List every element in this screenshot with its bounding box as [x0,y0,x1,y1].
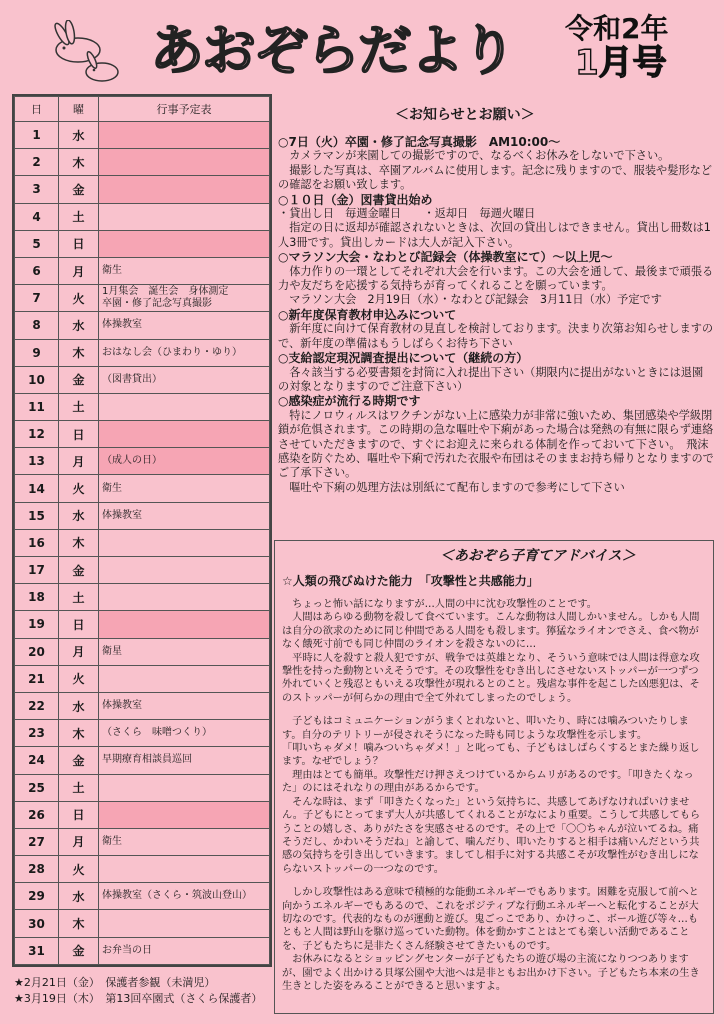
event-cell [99,584,270,611]
event-cell: 衛生 [99,257,270,284]
notice-title: ○支給認定現況調査提出について（継続の方） [278,351,529,366]
calendar-row [15,747,270,774]
event-cell: 体操教室 [99,692,270,719]
calendar-row [15,203,270,230]
advice-subtitle: ☆人類の飛びぬけた能力 「攻撃性と共感能力」 [282,574,539,588]
event-cell: お弁当の日 [99,937,270,964]
weekday-cell: 土 [59,203,99,230]
event-cell [99,665,270,692]
calendar-footnotes [14,975,262,1007]
event-cell [99,176,270,203]
weekday-cell: 金 [59,176,99,203]
day-cell: 22 [15,692,59,719]
event-cell: おはなし会（ひまわり・ゆり） [99,339,270,366]
event-cell [99,801,270,828]
calendar-row [15,665,270,692]
day-cell: 16 [15,529,59,556]
calendar-row [15,801,270,828]
calendar-row [15,421,270,448]
issue-month: 1月号 [575,43,667,83]
event-cell: 1月集会 誕生会 身体測定 卒園・修了記念写真撮影 [99,285,270,312]
weekday-cell: 木 [59,529,99,556]
weekday-cell: 日 [59,230,99,257]
event-cell [99,856,270,883]
weekday-cell: 水 [59,692,99,719]
calendar-row [15,475,270,502]
weekday-cell: 火 [59,856,99,883]
day-cell: 30 [15,910,59,937]
weekday-cell: 金 [59,747,99,774]
event-calendar [12,94,272,967]
calendar-row [15,937,270,964]
day-cell: 4 [15,203,59,230]
weekday-cell: 水 [59,883,99,910]
event-cell [99,611,270,638]
weekday-cell: 土 [59,584,99,611]
day-cell: 24 [15,747,59,774]
calendar-row [15,774,270,801]
day-cell: 5 [15,230,59,257]
calendar-row [15,122,270,149]
bunny-illustration [40,20,140,90]
notice-title: ○１０日（金）図書貸出始め [278,192,433,207]
weekday-cell: 水 [59,502,99,529]
event-cell: （成人の日） [99,448,270,475]
notice-title: ○新年度保育教材申込みについて [278,307,457,322]
notice-title: ○マラソン大会・なわとび記録会（体操教室にて）～以上児～ [278,250,613,265]
advice-paragraph: しかし攻撃性はある意味で積極的な能動エネルギーでもあります。困難を克服して前へと向かうエネルギーでもあるので、これをポジティブな行動エネルギーへと転化することが大切なのです。代表的なものが運動と遊び。鬼ごっこであり、かけっこ、ボール遊び等々…もともと人間は野山を駆け巡っていた動物。体を動かすことはとても楽しい活動であることを、子どもたちに是非たくさん経験させてきたいものです。 お休みになるとショッピングセンターが子どもたちの遊び場の主流になりつつありますが、園でよく出かける貝塚公園や大池へは是非ともお出かけ下さい。子どもたち本来の生き生きとした姿をみることができると思いますよ。 [282,887,700,992]
event-cell: （図書貸出） [99,366,270,393]
day-cell: 3 [15,176,59,203]
col-events: 行事予定表 [99,97,270,122]
weekday-cell: 木 [59,910,99,937]
day-cell: 25 [15,774,59,801]
notice-body: ・貸出し日 毎週金曜日 ・返却日 毎週火曜日 指定の日に返却が確認されないときは、次回の貸出しはできません。貸出し冊数は1人3冊です。貸出しカードは大人が記入下さい。 [278,207,711,249]
weekday-cell: 月 [59,448,99,475]
advice-heading: ＜あおぞら子育てアドバイス＞ [440,548,636,564]
notices-section [278,135,714,495]
event-cell [99,421,270,448]
event-cell: 体操教室 [99,312,270,339]
day-cell: 26 [15,801,59,828]
weekday-cell: 日 [59,611,99,638]
event-cell [99,230,270,257]
notice-body: 体力作りの一環としてそれぞれ大会を行います。この大会を通して、最後まで頑張る力や友だちを応援する気持ちが育ってくれることを願っています。 マラソン大会 2月19日（水）・なわとび記録会 3月11日（水）予定です [278,264,714,307]
calendar-row [15,393,270,420]
event-cell [99,910,270,937]
day-cell: 13 [15,448,59,475]
calendar-row [15,910,270,937]
weekday-cell: 火 [59,285,99,312]
advice-paragraph: ちょっと怖い話になりますが…人間の中に沈む攻撃性のことです。 人間はあらゆる動物を殺して食べています。こんな動物は人間しかいません。しかも人間は自分の欲求のために同じ仲間である人間をも殺します。獰猛なライオンでさえ、食べ物がなく餓死寸前でも同じ仲間のライオンを殺さないのに… 平時に人を殺すと殺人犯ですが、戦争では英雄となり、そういう意味では人間は得意な攻撃性を持った動物といえそうです。その攻撃性をむき出しにさせないストッパーが一つずつ外れていくと残忍ともいえる攻撃性が現れるとのこと。残虐な事件を起こした凶悪犯は、そのストッパーが何らかの理由で全て外れてしまったのでしょう。 [282,599,700,704]
weekday-cell: 木 [59,149,99,176]
day-cell: 31 [15,937,59,964]
event-cell [99,529,270,556]
day-cell: 10 [15,366,59,393]
notice-title: ○7日（火）卒園・修了記念写真撮影 AM10:00～ [278,135,561,149]
calendar-row [15,828,270,855]
calendar-header [15,97,270,122]
weekday-cell: 火 [59,665,99,692]
weekday-cell: 木 [59,720,99,747]
calendar-row [15,584,270,611]
calendar-row [15,149,270,176]
event-cell: （さくら 味噌つくり） [99,720,270,747]
weekday-cell: 金 [59,937,99,964]
event-cell [99,203,270,230]
day-cell: 21 [15,665,59,692]
calendar-row [15,285,270,312]
calendar-row [15,339,270,366]
calendar-row [15,257,270,284]
day-cell: 28 [15,856,59,883]
weekday-cell: 月 [59,828,99,855]
day-cell: 6 [15,257,59,284]
newsletter-title: あおぞらだより [150,19,514,82]
day-cell: 14 [15,475,59,502]
day-cell: 20 [15,638,59,665]
notice-body: 各々該当する必要書類を封筒に入れ提出下さい（期限内に提出がないときには退園の対象となりますのでご注意下さい） [278,365,704,393]
notice-body: カメラマンが来園しての撮影ですので、なるべくお休みをしないで下さい。 撮影した写真は、卒園アルバムに使用します。記念に残りますので、服装や髪形などの確認をお願い致します。 [278,149,712,192]
weekday-cell: 水 [59,312,99,339]
calendar-row [15,502,270,529]
notice-body: 新年度に向けて保育教材の見直しを検討しております。決まり次第お知らせしますので、新年度の準備はもうしばらくお待ち下さい [278,322,714,350]
notice-title: ○感染症が流行る時期です [278,394,421,409]
weekday-cell: 金 [59,557,99,584]
issue-era: 令和2年 [565,12,669,45]
calendar-row [15,176,270,203]
advice-paragraph: 子どもはコミュニケーションがうまくとれないと、叩いたり、時には噛みついたりします。自分のテリトリーが侵されそうになった時も同じような攻撃性を示します。 「叩いちゃダメ！噛みついちゃダメ！」と叱っても、子どもはしばらくするとまた繰り返します。なぜでしょう？ 理由はとても簡単。攻撃性だけ押さえつけているからムリがあるのです。「叩きたくなった」のにはそれなりの理由があるからです。 そんな時は、まず「叩きたくなった」という気持ちに、共感してあげなければいけません。子どもにとってまず大人が共感してくれることがなにより重要。こうして共感してもらうことの嬉しさ、ありがたさを実感させるのです。その上で「〇〇ちゃんが泣いてるね。痛そうだし、かわいそうだね」と諭して、噛んだり、叩いたりすると相手は痛いんだという共感の気持ちを引き出していきます。ましてし相手に対する共感こそが攻撃性がむき出しにならないストッパーの一つなのです。 [282,716,701,875]
weekday-cell: 金 [59,366,99,393]
notices-heading: ＜お知らせとお願い＞ [395,107,535,123]
calendar-row [15,366,270,393]
calendar-row [15,720,270,747]
event-cell: 早期療育相談員巡回 [99,747,270,774]
calendar-row [15,230,270,257]
weekday-cell: 月 [59,638,99,665]
event-cell [99,557,270,584]
issue-date [565,14,715,82]
day-cell: 1 [15,122,59,149]
calendar-row [15,883,270,910]
weekday-cell: 日 [59,801,99,828]
event-cell: 衛生 [99,475,270,502]
notice-body: 特にノロウィルスはワクチンがない上に感染力が非常に強いため、集団感染や学級閉鎖が危惧されます。この時期の急な嘔吐や下痢があった場合は発熱の有無に限らず連絡させていただきますので、すぐにお迎えに来られる体制を作っておいて下さい。 飛沫感染を防ぐため、嘔吐や下痢で汚れた衣服や布団はそのままお持ち帰りとなりますのでご了承下さい。 嘔吐や下痢の処理方法は別紙にて配布しますので参考にして下さい [278,408,714,494]
calendar-row [15,856,270,883]
weekday-cell: 水 [59,122,99,149]
day-cell: 18 [15,584,59,611]
col-weekday: 曜 [59,97,99,122]
day-cell: 11 [15,393,59,420]
event-cell: 衛生 [99,828,270,855]
weekday-cell: 日 [59,421,99,448]
weekday-cell: 月 [59,257,99,284]
day-cell: 15 [15,502,59,529]
event-cell [99,774,270,801]
calendar-row [15,611,270,638]
day-cell: 27 [15,828,59,855]
footnote: ★3月19日（木） 第13回卒園式（さくら保護者） [14,992,263,1005]
weekday-cell: 木 [59,339,99,366]
event-cell: 体操教室（さくら・筑波山登山） [99,883,270,910]
weekday-cell: 土 [59,774,99,801]
weekday-cell: 火 [59,475,99,502]
advice-body [282,598,708,1003]
day-cell: 29 [15,883,59,910]
day-cell: 12 [15,421,59,448]
weekday-cell: 土 [59,393,99,420]
calendar-row [15,448,270,475]
day-cell: 19 [15,611,59,638]
event-cell: 体操教室 [99,502,270,529]
calendar-row [15,692,270,719]
day-cell: 8 [15,312,59,339]
calendar-row [15,312,270,339]
calendar-row [15,557,270,584]
col-day: 日 [15,97,59,122]
day-cell: 23 [15,720,59,747]
calendar-row [15,638,270,665]
day-cell: 2 [15,149,59,176]
event-cell [99,122,270,149]
event-cell: 衛星 [99,638,270,665]
event-cell [99,149,270,176]
day-cell: 17 [15,557,59,584]
footnote: ★2月21日（金） 保護者参観（未満児） [14,976,216,989]
day-cell: 9 [15,339,59,366]
day-cell: 7 [15,285,59,312]
calendar-row [15,529,270,556]
event-cell [99,393,270,420]
